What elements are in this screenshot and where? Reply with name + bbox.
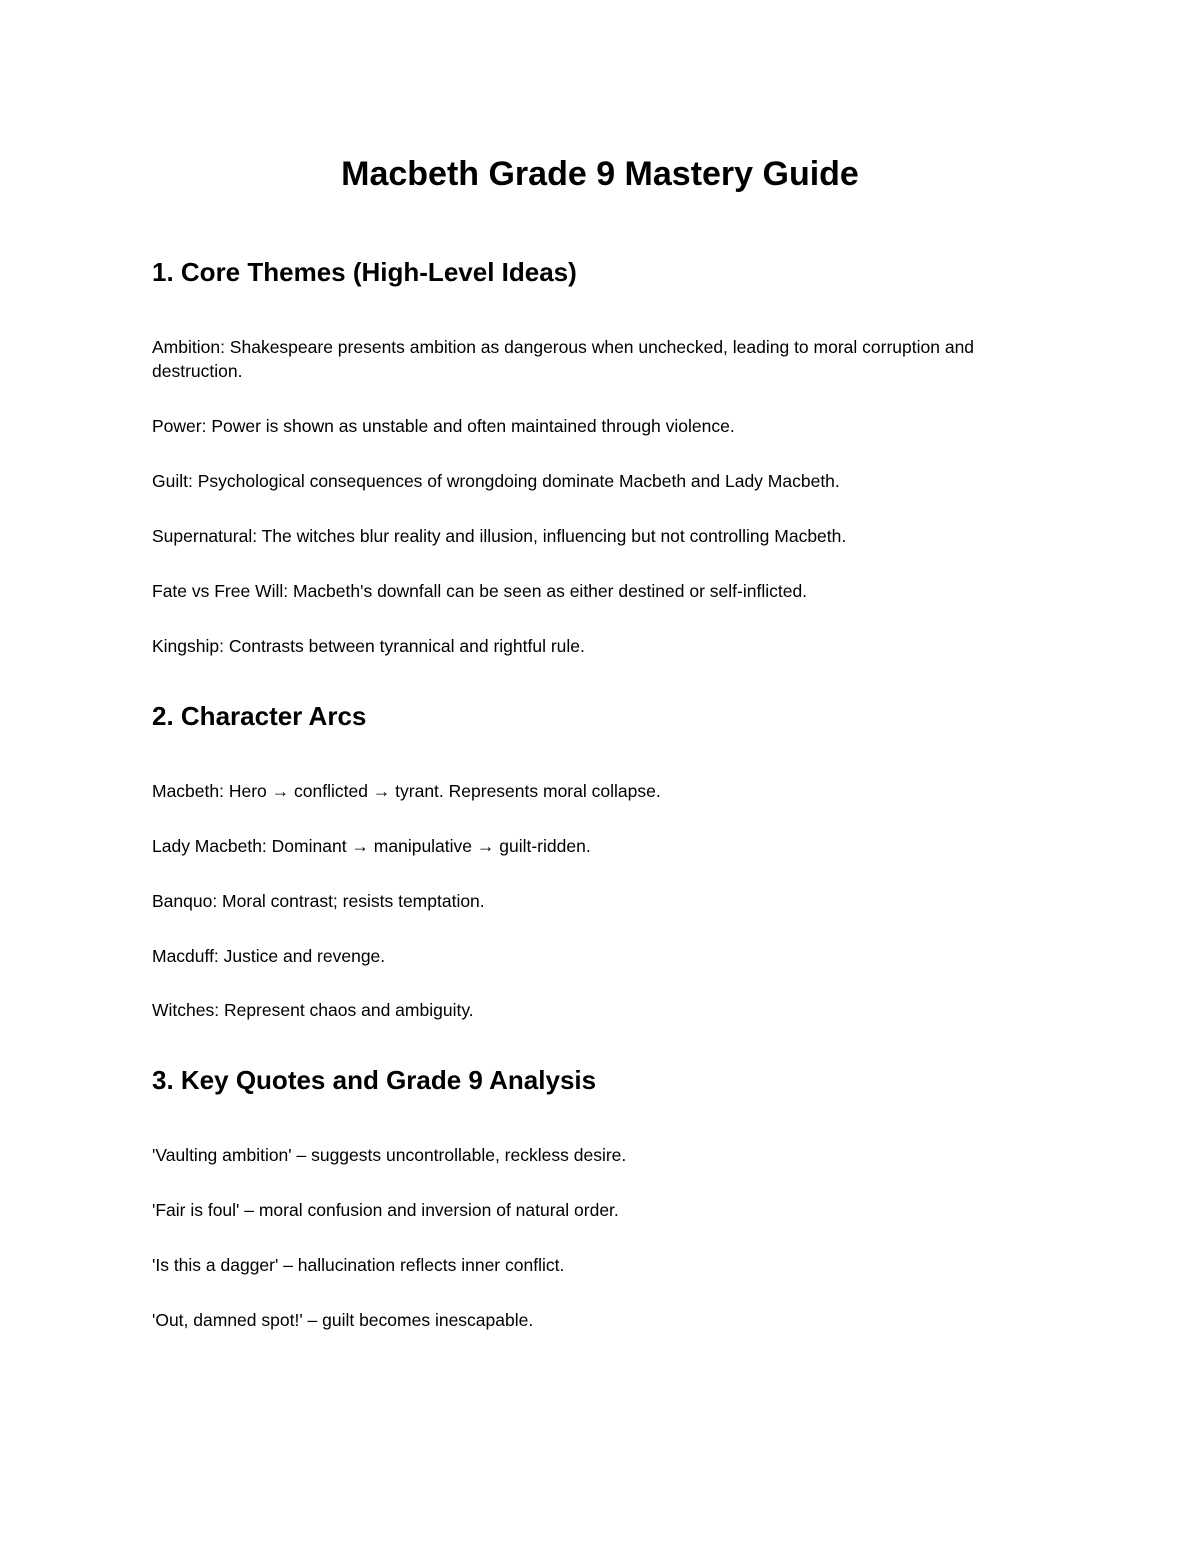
quote-fair-is-foul: 'Fair is foul' – moral confusion and inversion of natural order. (152, 1200, 619, 1220)
theme-power: Power: Power is shown as unstable and often maintained through violence. (152, 416, 735, 436)
character-witches: Witches: Represent chaos and ambiguity. (152, 1000, 474, 1020)
character-macduff: Macduff: Justice and revenge. (152, 946, 386, 966)
section-heading-key-quotes: 3. Key Quotes and Grade 9 Analysis (152, 1065, 597, 1095)
theme-ambition: Ambition: Shakespeare presents ambition as dangerous when unchecked, leading to moral corruption and destruction. (152, 337, 975, 381)
section-heading-character-arcs: 2. Character Arcs (152, 701, 367, 731)
theme-kingship: Kingship: Contrasts between tyrannical and rightful rule. (152, 636, 585, 656)
theme-supernatural: Supernatural: The witches blur reality and illusion, influencing but not controlling Macbeth. (152, 526, 847, 546)
quote-vaulting-ambition: 'Vaulting ambition' – suggests uncontrollable, reckless desire. (152, 1145, 627, 1165)
document-title: Macbeth Grade 9 Mastery Guide (341, 155, 859, 193)
theme-guilt: Guilt: Psychological consequences of wrongdoing dominate Macbeth and Lady Macbeth. (152, 471, 840, 491)
theme-fate-vs-free-will: Fate vs Free Will: Macbeth's downfall can be seen as either destined or self-inflicted. (152, 581, 808, 601)
quote-out-damned-spot: 'Out, damned spot!' – guilt becomes inescapable. (152, 1310, 534, 1330)
character-lady-macbeth: Lady Macbeth: Dominant → manipulative → guilt-ridden. (152, 836, 591, 856)
character-banquo: Banquo: Moral contrast; resists temptation. (152, 891, 485, 911)
character-macbeth: Macbeth: Hero → conflicted → tyrant. Represents moral collapse. (152, 781, 661, 801)
quote-is-this-a-dagger: 'Is this a dagger' – hallucination reflects inner conflict. (152, 1255, 565, 1275)
section-heading-core-themes: 1. Core Themes (High-Level Ideas) (152, 257, 577, 287)
